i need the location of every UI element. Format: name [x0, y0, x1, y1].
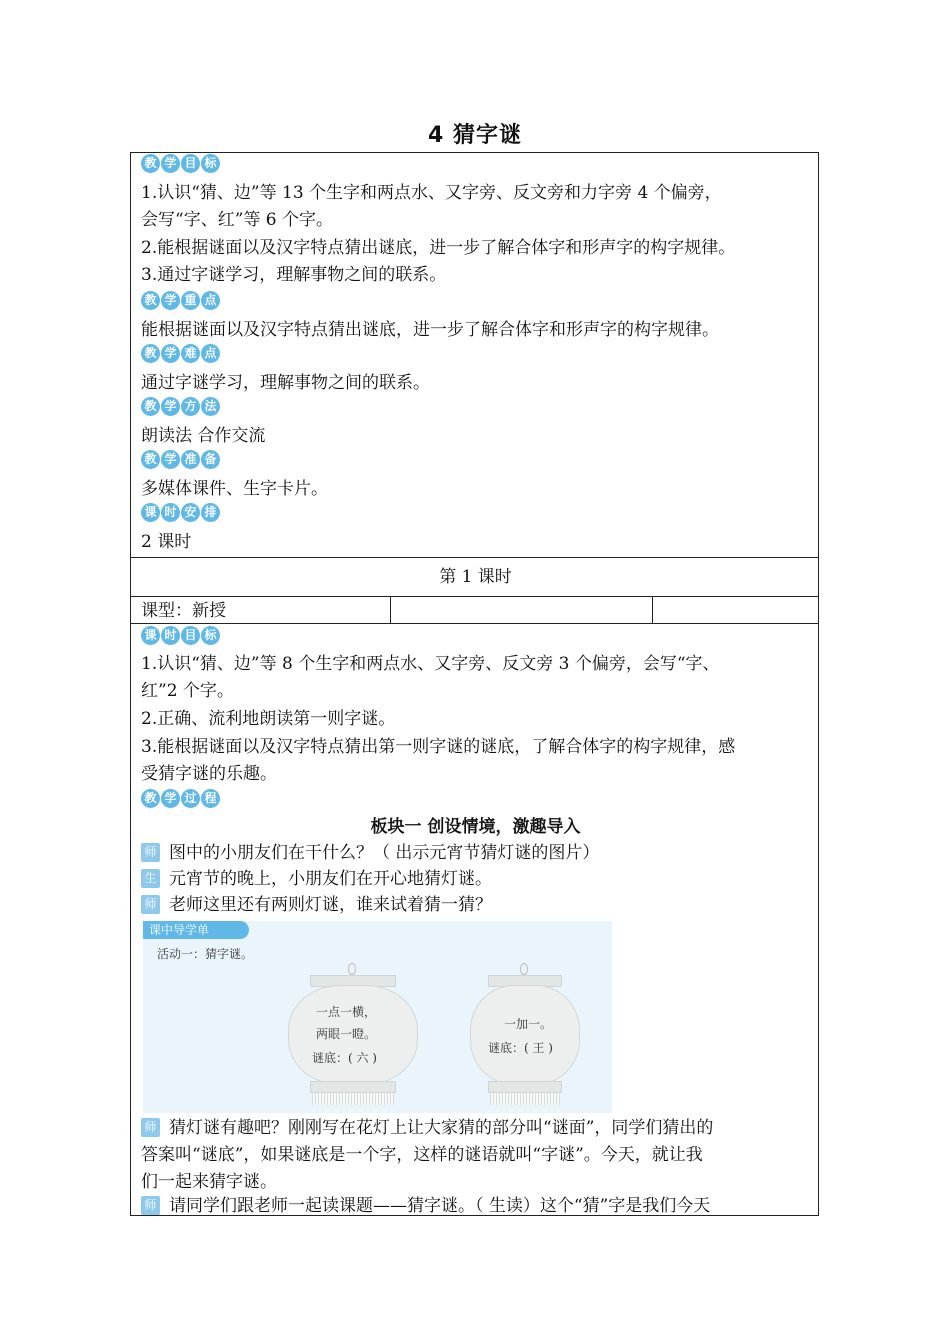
lesson-objective-line: 受猜字谜的乐趣。 [141, 764, 277, 784]
difficulties-text: 通过字谜学习，理解事物之间的联系。 [141, 373, 430, 393]
tag-key-points: 教 学 重 点 [141, 291, 220, 312]
objective-line: 3.通过字谜学习，理解事物之间的联系。 [141, 265, 447, 285]
lesson-objective-line: 2.正确、流利地朗读第一则字谜。 [141, 709, 396, 729]
lesson-header: 第 1 课时 [439, 567, 512, 587]
row-divider [131, 557, 818, 558]
worksheet-activity: 活动一：猜字谜。 [157, 947, 254, 961]
lesson-objective-line: 3.能根据谜面以及汉字特点猜出第一则字谜的谜底，了解合体字的构字规律，感 [141, 737, 736, 757]
dialogue-line: 元宵节的晚上，小朋友们在开心地猜灯谜。 [169, 869, 492, 889]
dialogue-line: 老师这里还有两则灯谜，谁来试着猜一猜？ [169, 895, 492, 915]
lantern-1 [288, 963, 418, 1113]
cell-divider [390, 596, 391, 623]
lantern-answer: 谜底：( 王 ) [488, 1041, 553, 1055]
tag-schedule: 课 时 安 排 [141, 503, 220, 524]
row-divider [131, 596, 818, 597]
dialogue-line: 答案叫“谜底”，如果谜底是一个字，这样的谜语就叫“字谜”。今天，就让我 [141, 1145, 703, 1165]
tag-difficulties: 教 学 难 点 [141, 344, 220, 365]
lantern-answer: 谜底：( 六 ) [312, 1051, 377, 1065]
tag-methods: 教 学 方 法 [141, 397, 220, 418]
page-title: 4 猜字谜 [428, 123, 522, 148]
lantern-2 [470, 963, 580, 1113]
lesson-plan-table [130, 152, 819, 1216]
lantern-riddle-line: 一点一横， [316, 1005, 377, 1019]
lesson-objective-line: 1.认识“猜、边”等 8 个生字和两点水、又字旁、反文旁 3 个偏旁，会写“字、 [141, 654, 720, 674]
teacher-role-icon: 师 [141, 1118, 160, 1137]
key-points-text: 能根据谜面以及汉字特点猜出谜底，进一步了解合体字和形声字的构字规律。 [141, 320, 719, 340]
schedule-text: 2 课时 [141, 532, 192, 552]
cell-divider [652, 596, 653, 623]
teacher-role-icon: 师 [141, 1196, 160, 1215]
dialogue-line: 请同学们跟老师一起读课题——猜字谜。（ 生读）这个“猜”字是我们今天 [169, 1196, 711, 1216]
lesson-objective-line: 红”2 个字。 [141, 681, 234, 701]
tag-teaching-objectives: 教 学 目 标 [141, 154, 220, 175]
worksheet-header: 课中导学单 [143, 921, 249, 939]
objective-line: 会写“字、红”等 6 个字。 [141, 210, 334, 230]
lantern-riddle-line: 两眼一瞪。 [316, 1027, 377, 1041]
objective-line: 1.认识“猜、边”等 13 个生字和两点水、又字旁、反文旁和力字旁 4 个偏旁， [141, 183, 722, 203]
section-title: 板块一 创设情境，激趣导入 [370, 817, 581, 837]
tag-lesson-objectives: 课 时 目 标 [141, 626, 220, 647]
methods-text: 朗读法 合作交流 [141, 426, 266, 446]
tag-preparation: 教 学 准 备 [141, 450, 220, 471]
teacher-role-icon: 师 [141, 895, 160, 914]
dialogue-line: 图中的小朋友们在干什么？（ 出示元宵节猜灯谜的图片） [169, 843, 600, 863]
lantern-riddle-line: 一加一。 [504, 1017, 553, 1031]
preparation-text: 多媒体课件、生字卡片。 [141, 479, 328, 499]
tag-teaching-process: 教 学 过 程 [141, 789, 220, 810]
student-role-icon: 生 [141, 869, 160, 888]
lesson-type: 课型：新授 [141, 601, 226, 621]
objective-line: 2.能根据谜面以及汉字特点猜出谜底，进一步了解合体字和形声字的构字规律。 [141, 238, 736, 258]
dialogue-line: 们一起来猜字谜。 [141, 1172, 277, 1192]
worksheet-image [143, 921, 612, 1113]
row-divider [131, 623, 818, 624]
teacher-role-icon: 师 [141, 843, 160, 862]
dialogue-line: 猜灯谜有趣吧？刚刚写在花灯上让大家猜的部分叫“谜面”，同学们猜出的 [169, 1118, 714, 1138]
